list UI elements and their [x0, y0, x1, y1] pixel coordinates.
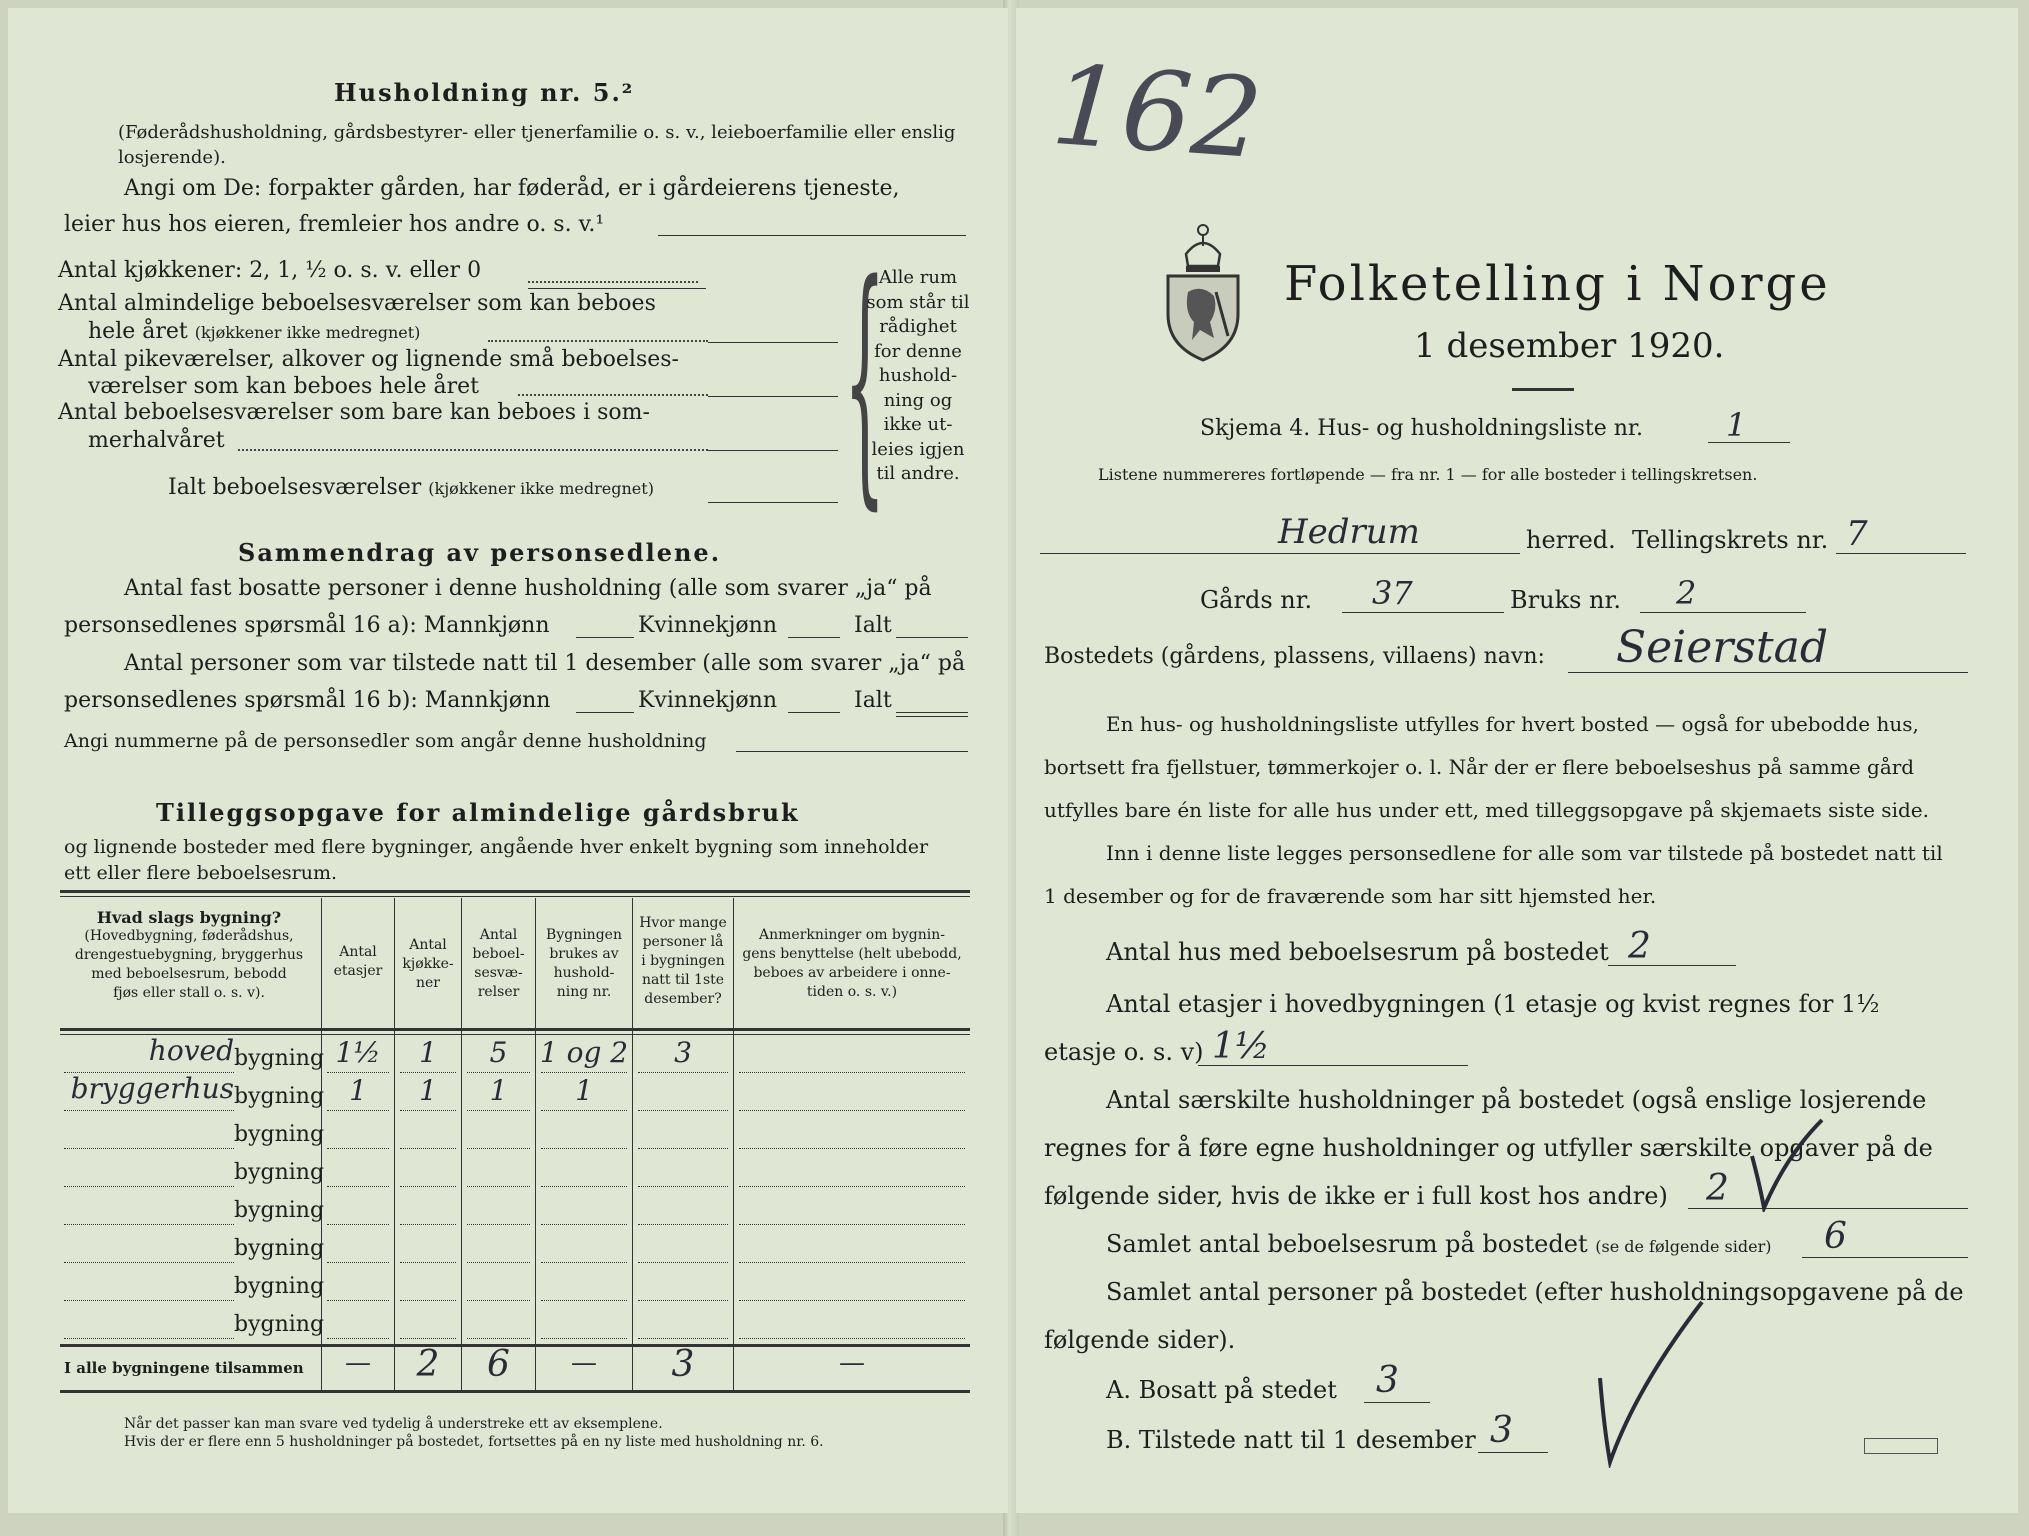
angi-answer-line: [658, 235, 966, 236]
q-etasjer-value: 1½: [1212, 1026, 1270, 1067]
header-personer-line: natt til 1ste: [641, 972, 725, 988]
q-etasjer-1: Antal etasjer i hovedbygningen (1 etasje og kvist regnes for 1½: [1106, 990, 1880, 1018]
bosatt-label: A. Bosatt på stedet: [1106, 1376, 1337, 1404]
schema-line: [1708, 442, 1790, 443]
total-rooms-small: (kjøkkener ikke medregnet): [428, 479, 654, 498]
header-type-lines-line: med beboelsesrum, bebodd: [91, 966, 287, 982]
total-rooms-line: [708, 502, 838, 503]
bracket-note-line: Alle rum: [878, 267, 958, 288]
row-building-name: bryggerhus: [70, 1072, 234, 1105]
row-building-name: hoved: [148, 1034, 234, 1067]
herred-line: [1040, 553, 1520, 554]
fast-kvinne-label: Kvinnekjønn: [638, 613, 777, 638]
fast-ialt-line: [896, 637, 968, 638]
title-rule: [1512, 388, 1574, 391]
q-rum-value: 6: [1824, 1216, 1847, 1257]
total-brukes: —: [571, 1348, 597, 1378]
instruction-line: utfylles bare én liste for alle hus under ett, med tilleggsopgave på skjemaets siste side.: [1044, 798, 1929, 822]
header-personer-line: personer lå: [642, 934, 724, 950]
header-anmerkninger-line: gens benyttelse (helt ubebodd,: [742, 946, 962, 962]
q-rum-main: Samlet antal beboelsesrum på bostedet: [1106, 1230, 1588, 1258]
krets-line: [1836, 553, 1966, 554]
row-cell-line: [467, 1186, 530, 1187]
total-kjokkener: 2: [416, 1344, 440, 1385]
row-name-line: [64, 1262, 234, 1263]
angi-line-2: leier hus hos eieren, fremleier hos andre o. s. v.¹: [64, 212, 605, 237]
q-rum-line: [1802, 1257, 1968, 1258]
bracket-note-line: for denne: [874, 340, 962, 362]
row-name-line: [64, 1338, 234, 1339]
row-cell-line: [638, 1110, 728, 1111]
left-page: [8, 8, 1008, 1513]
bruks-line: [1640, 612, 1806, 613]
row-cell-line: [467, 1300, 530, 1301]
household-title: Husholdning nr. 5.²: [334, 78, 635, 107]
header-type-lines-line: drengestuebygning, bryggerhus: [74, 947, 304, 963]
maid-label-2: værelser som kan beboes hele året: [88, 374, 479, 399]
col-divider-5: [632, 898, 633, 1390]
bracket: {: [844, 230, 886, 532]
row-cell-kjokkener: 1: [419, 1074, 437, 1107]
angi-line-1: Angi om De: forpakter gården, har føderåd, er i gårdeierens tjeneste,: [124, 176, 900, 201]
row-cell-line: [327, 1072, 389, 1073]
row-cell-line: [541, 1262, 627, 1263]
form-title: Folketelling i Norge: [1284, 256, 1831, 312]
summer-label-1: Antal beboelsesværelser som bare kan beboes i som-: [58, 400, 650, 425]
header-type: [60, 908, 318, 1003]
fast-kvinne-line: [788, 637, 840, 638]
right-page: [1016, 8, 2018, 1513]
summary-fast-1: Antal fast bosatte personer i denne husholdning (alle som svarer „ja“ på: [124, 576, 932, 601]
col-divider-4: [535, 898, 536, 1390]
q-hush-1: Antal særskilte husholdninger på bostedet (også enslige losjerende: [1106, 1086, 1927, 1114]
row-cell-line: [327, 1224, 389, 1225]
table-top-rule-2: [60, 896, 970, 897]
row-name-line: [64, 1224, 234, 1225]
row-cell-line: [739, 1186, 965, 1187]
total-rooms-main: Ialt beboelsesværelser: [168, 475, 422, 500]
q-hus-line: [1608, 965, 1736, 966]
row-cell-line: [739, 1224, 965, 1225]
kitchens-dots: [528, 281, 698, 283]
instruction-line: En hus- og husholdningsliste utfylles for hvert bosted — også for ubebodde hus,: [1106, 712, 1919, 736]
page-number: 162: [1047, 40, 1267, 184]
row-building-suffix: bygning: [234, 1160, 325, 1185]
maid-line: [708, 396, 838, 397]
bracket-note-line: som står til: [866, 291, 970, 313]
herred-label: herred.: [1526, 526, 1616, 554]
row-cell-line: [327, 1338, 389, 1339]
check-mark-icon: [1746, 1116, 1826, 1212]
row-cell-line: [638, 1148, 728, 1149]
row-cell-line: [400, 1224, 456, 1225]
row-building-suffix: bygning: [234, 1198, 325, 1223]
row-cell-beboelse: 1: [489, 1074, 508, 1107]
header-personer: [634, 914, 732, 1009]
row-cell-line: [327, 1262, 389, 1263]
q-hush-value: 2: [1706, 1168, 1729, 1209]
tilstede-line: [1478, 1452, 1548, 1453]
summary-angi-nummer: Angi nummerne på de personsedler som angår denne husholdning: [64, 730, 707, 752]
row-cell-line: [541, 1186, 627, 1187]
row-cell-line: [541, 1338, 627, 1339]
krets-value: 7: [1846, 514, 1868, 554]
row-cell-line: [400, 1072, 456, 1073]
total-rooms-label: [168, 475, 654, 500]
summer-line: [708, 450, 838, 451]
q-etasjer-2: etasje o. s. v): [1044, 1038, 1204, 1066]
summary-fast-2-label: personsedlenes spørsmål 16 a): Mannkjønn: [64, 613, 550, 638]
total-anm: —: [839, 1348, 865, 1378]
header-etasjer-line: etasjer: [333, 963, 383, 979]
bracket-note-line: rådighet: [879, 316, 957, 337]
row-name-line: [64, 1186, 234, 1187]
q-pers-1: Samlet antal personer på bostedet (efter husholdningsopgavene på de: [1106, 1278, 1964, 1306]
tilstede-ialt-line: [896, 712, 968, 713]
summer-dots: [238, 449, 708, 451]
bruks-value: 2: [1676, 574, 1697, 612]
header-kjokkener-line: Antal: [409, 937, 447, 953]
total-personer: 3: [671, 1344, 695, 1385]
q-etasjer-line: [1198, 1065, 1468, 1066]
maid-label-1: Antal pikeværelser, alkover og lignende små beboelses-: [58, 347, 679, 372]
q-hush-3: følgende sider, hvis de ikke er i full kost hos andre): [1044, 1182, 1668, 1210]
row-cell-line: [638, 1262, 728, 1263]
tilstede-label: B. Tilstede natt til 1 desember: [1106, 1426, 1476, 1454]
q-hush-line: [1688, 1208, 1968, 1209]
household-note: (Føderådshusholdning, gårdsbestyrer- eller tjenerfamilie o. s. v., leieboerfamilie eller enslig losjerende).: [118, 122, 956, 168]
header-personer-line: desember?: [644, 991, 722, 1007]
row-name-line: [64, 1148, 234, 1149]
row-name-line: [64, 1300, 234, 1301]
row-cell-line: [638, 1224, 728, 1225]
ordinary-label-2-main: hele året: [88, 319, 188, 344]
printer-stamp: [1864, 1438, 1938, 1454]
row-cell-etasjer: 1: [349, 1074, 367, 1107]
tilstede-mann-line: [576, 712, 634, 713]
table-top-rule: [60, 890, 970, 893]
ordinary-label-2: [88, 319, 420, 344]
instruction-line: 1 desember og for de fraværende som har sitt hjemsted her.: [1044, 884, 1657, 908]
header-beboelse-line: relser: [477, 984, 520, 1000]
gards-line: [1342, 612, 1504, 613]
row-building-suffix: bygning: [234, 1084, 325, 1109]
row-name-line: [64, 1110, 234, 1111]
maid-dots: [518, 394, 708, 396]
row-cell-beboelse: 5: [489, 1036, 508, 1069]
bosatt-line: [1364, 1402, 1430, 1403]
summary-title: Sammendrag av personsedlene.: [238, 538, 722, 567]
schema-value: 1: [1726, 406, 1747, 444]
supplement-note-1: og lignende bosteder med flere bygninger, angående hver enkelt bygning som inneholder: [64, 836, 929, 858]
header-brukes: [537, 926, 631, 1002]
supplement-note-2: ett eller flere beboelsesrum.: [64, 862, 338, 884]
form-date: 1 desember 1920.: [1414, 326, 1725, 366]
header-brukes-line: ning nr.: [556, 984, 612, 1000]
bracket-note-line: hushold-: [878, 365, 958, 386]
header-beboelse: [463, 926, 534, 1002]
gards-label: Gårds nr.: [1200, 586, 1313, 614]
krets-label: Tellingskrets nr.: [1632, 526, 1829, 554]
header-type-lines-line: fjøs eller stall o. s. v).: [113, 985, 265, 1001]
q-rum-small: (se de følgende sider): [1595, 1237, 1772, 1256]
bracket-note-line: ikke ut-: [883, 414, 953, 435]
q-hus-value: 2: [1628, 926, 1651, 967]
row-cell-line: [400, 1110, 456, 1111]
long-stroke-mark: [1596, 1298, 1706, 1468]
row-cell-line: [467, 1072, 530, 1073]
row-building-suffix: bygning: [234, 1122, 325, 1147]
row-cell-line: [327, 1110, 389, 1111]
header-anmerkninger-line: Anmerkninger om bygnin-: [759, 927, 945, 943]
header-etasjer: [323, 943, 393, 981]
row-cell-line: [638, 1186, 728, 1187]
row-cell-line: [467, 1262, 530, 1263]
coat-of-arms-icon: [1162, 214, 1244, 362]
header-brukes-line: brukes av: [549, 946, 619, 962]
bracket-note-line: leies igjen: [871, 438, 965, 460]
summary-tilstede-2: personsedlenes spørsmål 16 b): Mannkjønn: [64, 688, 551, 713]
summary-tilstede-1: Antal personer som var tilstede natt til 1 desember (alle som svarer „ja“ på: [124, 651, 966, 676]
row-cell-line: [541, 1148, 627, 1149]
row-cell-line: [638, 1300, 728, 1301]
bruks-label: Bruks nr.: [1510, 586, 1621, 614]
header-type-bold: Hvad slags bygning?: [96, 908, 282, 927]
row-building-suffix: bygning: [234, 1046, 325, 1071]
row-cell-brukes: 1: [575, 1074, 593, 1107]
header-type-lines-line: (Hovedbygning, føderådshus,: [84, 928, 294, 944]
supplement-title: Tilleggsopgave for almindelige gårdsbruk: [156, 798, 800, 827]
fast-mann-line: [576, 637, 634, 638]
row-cell-line: [400, 1300, 456, 1301]
bosted-label: Bostedets (gårdens, plassens, villaens) navn:: [1044, 644, 1545, 669]
header-personer-line: i bygningen: [641, 953, 725, 969]
ordinary-line: [708, 342, 838, 343]
row-cell-line: [467, 1338, 530, 1339]
q-pers-2: følgende sider).: [1044, 1326, 1236, 1354]
footnote-2: Hvis der er flere enn 5 husholdninger på bostedet, fortsettes på en ny liste med husholdning nr. 6.: [124, 1434, 824, 1450]
header-beboelse-line: sesvæ-: [474, 965, 523, 981]
tilstede-kvinne-line: [788, 712, 840, 713]
row-cell-line: [739, 1262, 965, 1263]
footnote-1: Når det passer kan man svare ved tydelig å understreke ett av eksemplene.: [124, 1416, 663, 1432]
bosted-line: [1568, 672, 1968, 673]
row-cell-line: [541, 1072, 627, 1073]
instruction-line: bortsett fra fjellstuer, tømmerkojer o. l. Når der er flere beboelseshus på samme gård: [1044, 755, 1915, 779]
row-cell-line: [739, 1338, 965, 1339]
header-anmerkninger-line: tiden o. s. v.): [806, 984, 898, 1000]
row-cell-line: [400, 1186, 456, 1187]
kitchens-label: Antal kjøkkener: 2, 1, ½ o. s. v. eller 0: [58, 258, 482, 283]
header-anmerkninger-line: beboes av arbeidere i onne-: [753, 965, 951, 981]
bosted-value: Seierstad: [1616, 622, 1828, 673]
row-cell-etasjer: 1½: [335, 1036, 381, 1069]
bosatt-value: 3: [1376, 1360, 1399, 1401]
row-building-suffix: bygning: [234, 1312, 325, 1337]
col-divider-3: [461, 898, 462, 1390]
total-beboelse: 6: [487, 1344, 510, 1385]
header-anmerkninger: [735, 926, 969, 1002]
header-brukes-line: Bygningen: [546, 927, 622, 943]
col-divider-6: [733, 898, 734, 1390]
tilstede-ialt-label: Ialt: [854, 688, 892, 713]
row-cell-line: [327, 1300, 389, 1301]
row-cell-line: [467, 1148, 530, 1149]
numbering-note: Listene nummereres fortløpende — fra nr. 1 — for alle bosteder i tellingskretsen.: [1098, 465, 1758, 484]
instruction-line: Inn i denne liste legges personsedlene for alle som var tilstede på bostedet natt til: [1106, 841, 1943, 865]
bracket-note-line: til andre.: [876, 463, 960, 484]
row-cell-line: [739, 1072, 965, 1073]
header-etasjer-line: Antal: [339, 944, 377, 960]
schema-label: Skjema 4. Hus- og husholdningsliste nr.: [1200, 416, 1643, 441]
gards-value: 37: [1372, 574, 1413, 612]
angi-nummer-line: [736, 751, 968, 752]
row-cell-line: [638, 1338, 728, 1339]
row-cell-line: [327, 1186, 389, 1187]
total-row-label: I alle bygningene tilsammen: [64, 1359, 304, 1377]
row-cell-line: [327, 1148, 389, 1149]
tilstede-value: 3: [1490, 1410, 1513, 1451]
row-cell-line: [739, 1300, 965, 1301]
q-hus-label: Antal hus med beboelsesrum på bostedet: [1106, 938, 1609, 966]
row-cell-line: [739, 1110, 965, 1111]
ordinary-label-2-small: (kjøkkener ikke medregnet): [194, 323, 421, 342]
header-beboelse-line: Antal: [479, 927, 518, 943]
header-kjokkener-line: ner: [416, 975, 440, 991]
row-cell-line: [467, 1224, 530, 1225]
row-building-suffix: bygning: [234, 1274, 325, 1299]
row-cell-line: [400, 1148, 456, 1149]
header-kjokkener-line: kjøkke-: [402, 956, 454, 972]
row-cell-line: [541, 1300, 627, 1301]
col-divider-2: [394, 898, 395, 1390]
tilstede-kvinne-label: Kvinnekjønn: [638, 688, 777, 713]
row-cell-line: [467, 1110, 530, 1111]
row-cell-line: [400, 1262, 456, 1263]
header-beboelse-line: beboel-: [472, 946, 525, 962]
total-etasjer: —: [345, 1348, 371, 1378]
row-cell-line: [739, 1148, 965, 1149]
row-cell-line: [638, 1072, 728, 1073]
ordinary-dots: [488, 340, 708, 342]
summer-label-2: merhalvåret: [88, 428, 225, 453]
header-personer-line: Hvor mange: [639, 915, 727, 931]
table-header-rule: [60, 1028, 970, 1031]
fast-ialt-label: Ialt: [854, 613, 892, 638]
table-bottom-rule: [60, 1390, 970, 1393]
row-cell-personer: 3: [674, 1036, 692, 1069]
header-brukes-line: hushold-: [553, 965, 615, 981]
row-cell-brukes: 1 og 2: [539, 1036, 629, 1069]
q-hush-2: regnes for å føre egne husholdninger og utfyller særskilte opgaver på de: [1044, 1134, 1933, 1162]
q-rum-label: [1106, 1230, 1771, 1258]
row-cell-line: [400, 1338, 456, 1339]
ordinary-label-1: Antal almindelige beboelsesværelser som kan beboes: [58, 291, 656, 316]
kitchens-line: [528, 288, 706, 289]
herred-value: Hedrum: [1278, 512, 1420, 552]
tilstede-ialt-line-2: [896, 716, 968, 717]
row-cell-line: [541, 1224, 627, 1225]
bracket-note: [863, 266, 973, 487]
row-building-suffix: bygning: [234, 1236, 325, 1261]
summary-fast-2: [64, 613, 549, 638]
bracket-note-line: ning og: [883, 389, 953, 411]
header-kjokkener: [396, 936, 460, 993]
row-cell-kjokkener: 1: [419, 1036, 437, 1069]
header-type-lines: [60, 927, 318, 1003]
row-cell-line: [541, 1110, 627, 1111]
